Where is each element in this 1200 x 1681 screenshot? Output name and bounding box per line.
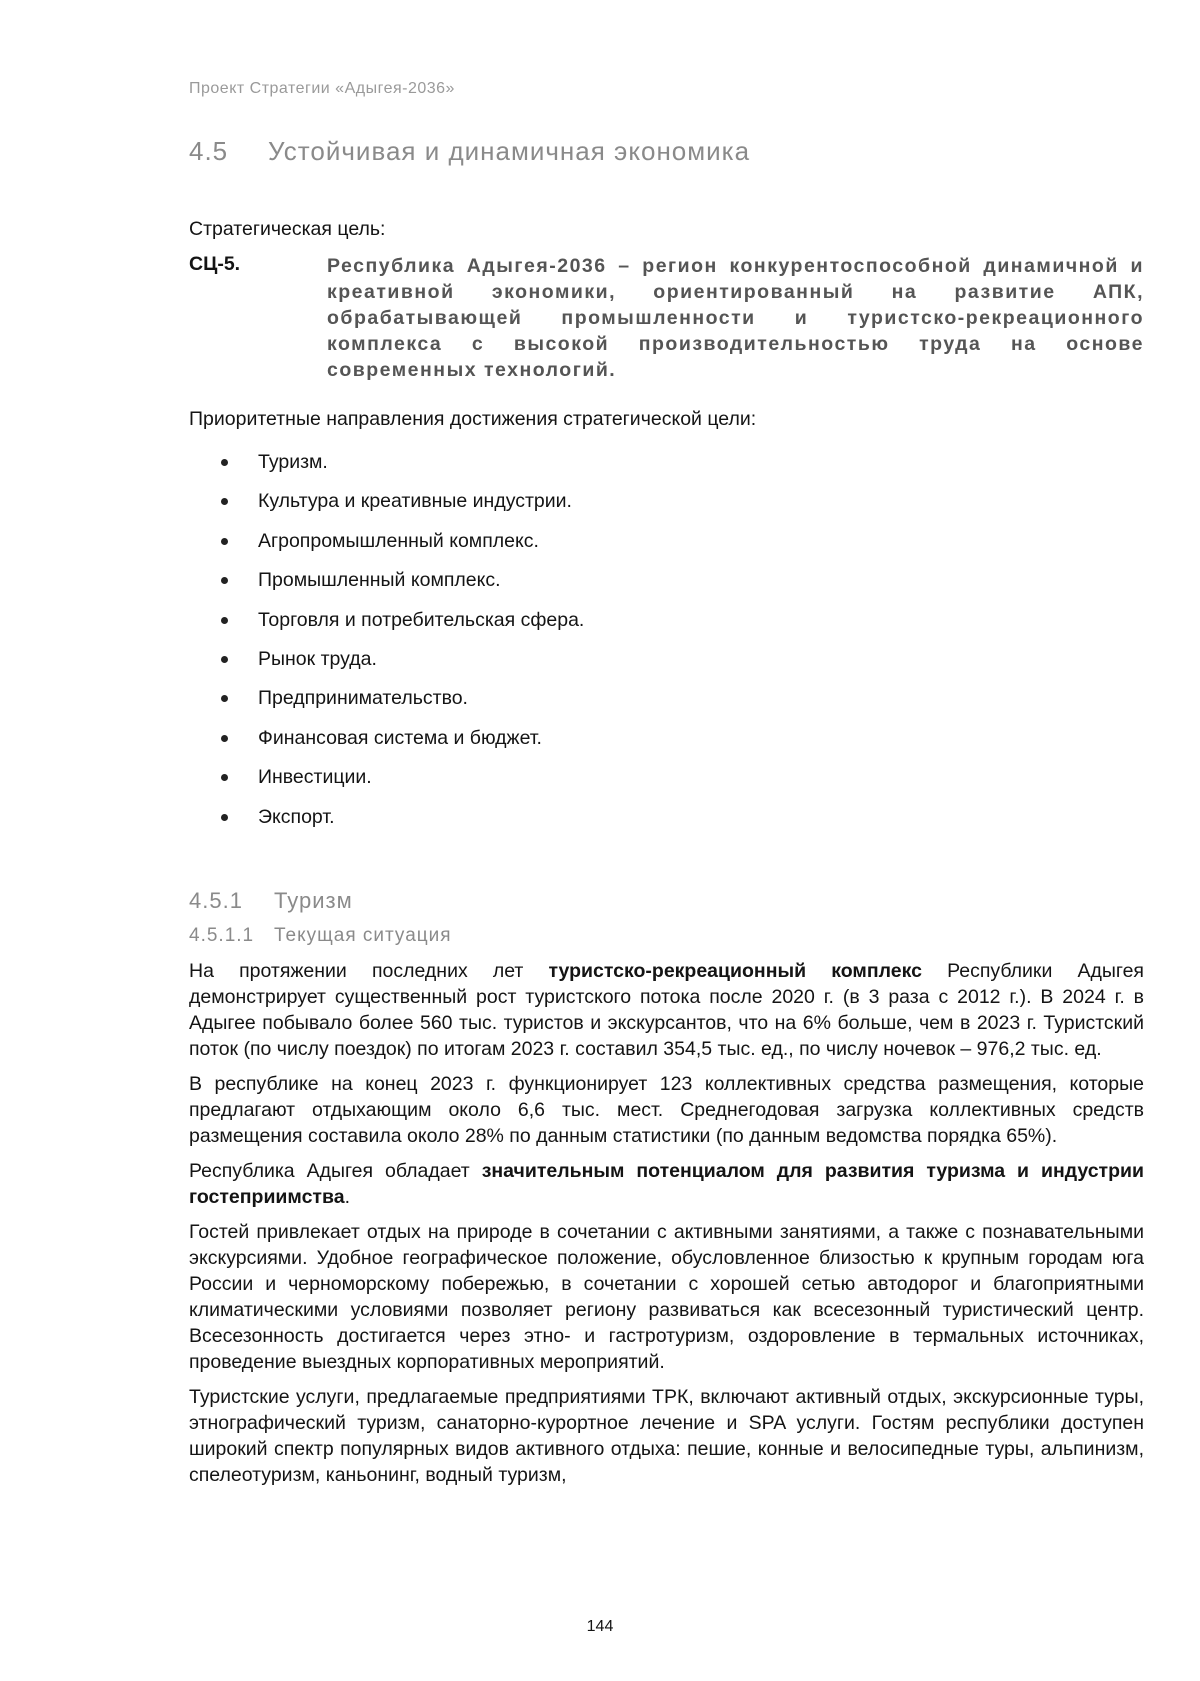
list-item-text: Культура и креативные индустрии. [258,490,572,513]
paragraph-text: Республики Адыгея демонстрирует существенный рост туристского потока после 2020 г. (в 3 раза с 2012 г.). В 2024 г. в Адыгее побывало более 560 тыс. туристов и экскурсантов, что на 6% больше, чем в 2023 г. Туристский поток (по числу поездок) по итогам 2023 г. составил 354,5 тыс. ед., по числу ночевок – 976,2 тыс. ед. [189,960,1144,1060]
list-item [189,607,584,646]
list-item-text: Рынок труда. [258,647,377,670]
bullet-icon [221,577,228,584]
list-item [189,567,584,606]
list-item-text: Экспорт. [258,805,335,828]
section-title: Устойчивая и динамичная экономика [268,136,751,166]
list-item [189,528,584,567]
goal-code: СЦ-5. [189,253,241,275]
list-item [189,646,584,685]
list-item [189,764,584,803]
bullet-icon [221,735,228,742]
list-item [189,449,584,488]
bullet-icon [221,695,228,702]
body-text [189,958,1144,1497]
goal-text: Республика Адыгея-2036 – регион конкурентоспособной динамичной и креативной экономики, ориентированный на развитие АПК, обрабатывающей промышленности и туристско-рекреационного комплекса с высокой производительностью труда на основе современных технологий. [327,255,1144,381]
bullet-icon [221,617,228,624]
subsubsection-heading [189,925,452,947]
paragraph-text: Республика Адыгея обладает [189,1160,482,1182]
paragraph: Гостей привлекает отдых на природе в сочетании с активными занятиями, а также с познавательными экскурсиями. Удобное географическое положение, обусловленное близостью к крупным городам юга России и черноморскому побережью, в сочетании с хорошей сетью автодорог и благоприятными климатическими условиями позволяет региону развиваться как всесезонный туристический центр. Всесезонность достигается через этно- и гастротуризм, оздоровление в термальных источниках, проведение выездных корпоративных мероприятий. [189,1221,1144,1373]
subsection-number: 4.5.1 [189,888,243,913]
section-heading [189,136,750,167]
paragraph [189,1158,1144,1210]
list-item [189,685,584,724]
page-number: 144 [586,1618,614,1635]
section-number: 4.5 [189,136,229,166]
bullet-icon [221,498,228,505]
list-item-text: Предпринимательство. [258,687,468,710]
list-item-text: Торговля и потребительская сфера. [258,608,585,631]
subsubsection-title: Текущая ситуация [274,925,452,946]
paragraph-text: . [344,1186,350,1208]
bullet-icon [221,459,228,466]
priorities-intro: Приоритетные направления достижения стратегической цели: [189,408,757,430]
subsubsection-number: 4.5.1.1 [189,925,255,946]
list-item-text: Туризм. [258,451,328,473]
paragraph: Туристские услуги, предлагаемые предприятиями ТРК, включают активный отдых, экскурсионные туры, этнографический туризм, санаторно-курортное лечение и SPA услуги. Гостям республики доступен широкий спектр популярных видов активного отдыха: пешие, конные и велосипедные туры, альпинизм, спелеотуризм, каньонинг, водный туризм, [189,1386,1144,1486]
subsection-title: Туризм [274,888,353,913]
priorities-list [189,449,584,843]
bullet-icon [221,774,228,781]
goal-intro: Стратегическая цель: [189,218,386,240]
list-item [189,488,584,527]
paragraph-text: На протяжении последних лет [189,960,549,982]
list-item [189,725,584,764]
bullet-icon [221,538,228,545]
list-item-text: Агропромышленный комплекс. [258,529,539,552]
running-header: Проект Стратегии «Адыгея-2036» [189,80,455,97]
subsection-heading [189,888,353,914]
bullet-icon [221,814,228,821]
paragraph-emphasis: значительным потенциалом для развития туризма и индустрии гостеприимства [189,1160,1144,1208]
list-item-text: Промышленный комплекс. [258,569,501,592]
paragraph [189,958,1144,1062]
list-item [189,804,584,843]
list-item-text: Инвестиции. [258,766,372,789]
bullet-icon [221,656,228,663]
list-item-text: Финансовая система и бюджет. [258,726,542,749]
paragraph-emphasis: туристско-рекреационный комплекс [548,960,922,982]
paragraph: В республике на конец 2023 г. функционирует 123 коллективных средства размещения, которые предлагают отдыхающим около 6,6 тыс. мест. Среднегодовая загрузка коллективных средств размещения составила около 28% по данным статистики (по данным ведомства порядка 65%). [189,1073,1144,1147]
